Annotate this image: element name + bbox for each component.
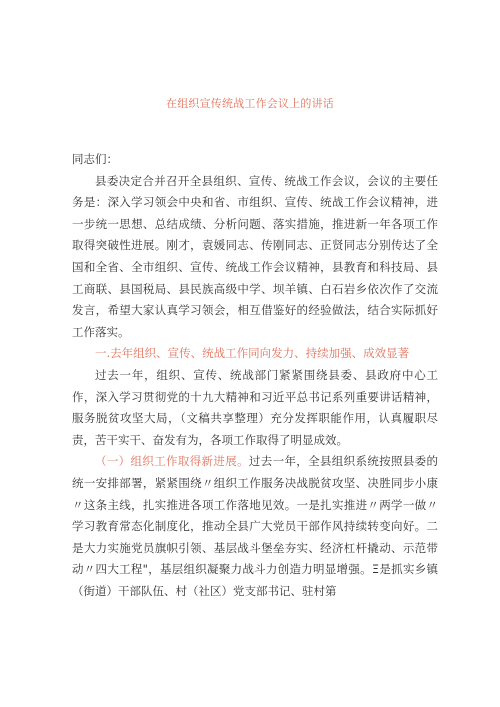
subsection-heading-1: （一）组织工作取得新进展。 [95,454,249,469]
document-body [72,149,438,602]
section-paragraph-1: 过去一年，组织、宣传、统战部门紧紧围绕县委、县政府中心工作，深入学习贯彻党的十九大精神和习近平总书记系列重要讲话精神，服务脱贫攻坚大局，（文稿共享整理）充分发挥职能作用，认真履职尽责，苦干实干、奋发有为，各项工作取得了明显成效。 [72,367,438,447]
intro-paragraph: 县委决定合并召开全县组织、宣传、统战工作会议，会议的主要任务是：深入学习领会中央和省、市组织、宣传、统战工作会议精神，进一步统一思想、总结成绩、分析问题、落实措施，推进新一年各项工作取得突破性进展。刚才，袁媛同志、传刚同志、正贤同志分别传达了全国和全省、全市组织、宣传、统战工作会议精神，县教育和科技局、县工商联、县国税局、县民族高级中学、坝羊镇、白石岩乡依次作了交流发言，希望大家认真学习领会，相互借鉴好的经验做法，结合实际抓好工作落实。 [72,173,438,339]
subsection-text-1: 过去一年，全县组织系统按照县委的统一安排部署，紧紧围绕〃组织工作服务决战脱贫攻坚、决胜同步小康〃这条主线，扎实推进各项工作落地见效。一是扎实推进〃两学一做〃学习教育常态化制度化，推动全县广大党员干部作风持续转变向好。二是大力实施党员旗帜引领、基层战斗堡垒夯实、经济杠杆撬动、示范带动〃四大工程"，基层组织凝聚力战斗力创造力明显增强。Ξ是抓实乡镇（街道）干部队伍、村（社区）党支部书记、驻村第 [72,454,439,598]
subsection-paragraph-1 [72,451,438,602]
greeting: 同志们： [72,152,118,166]
document-title: 在组织宣传统战工作会议上的讲话 [166,97,334,110]
section-heading-1: 一.去年组织、宣传、统战工作同向发力、持续加强、成效显著 [95,346,410,361]
